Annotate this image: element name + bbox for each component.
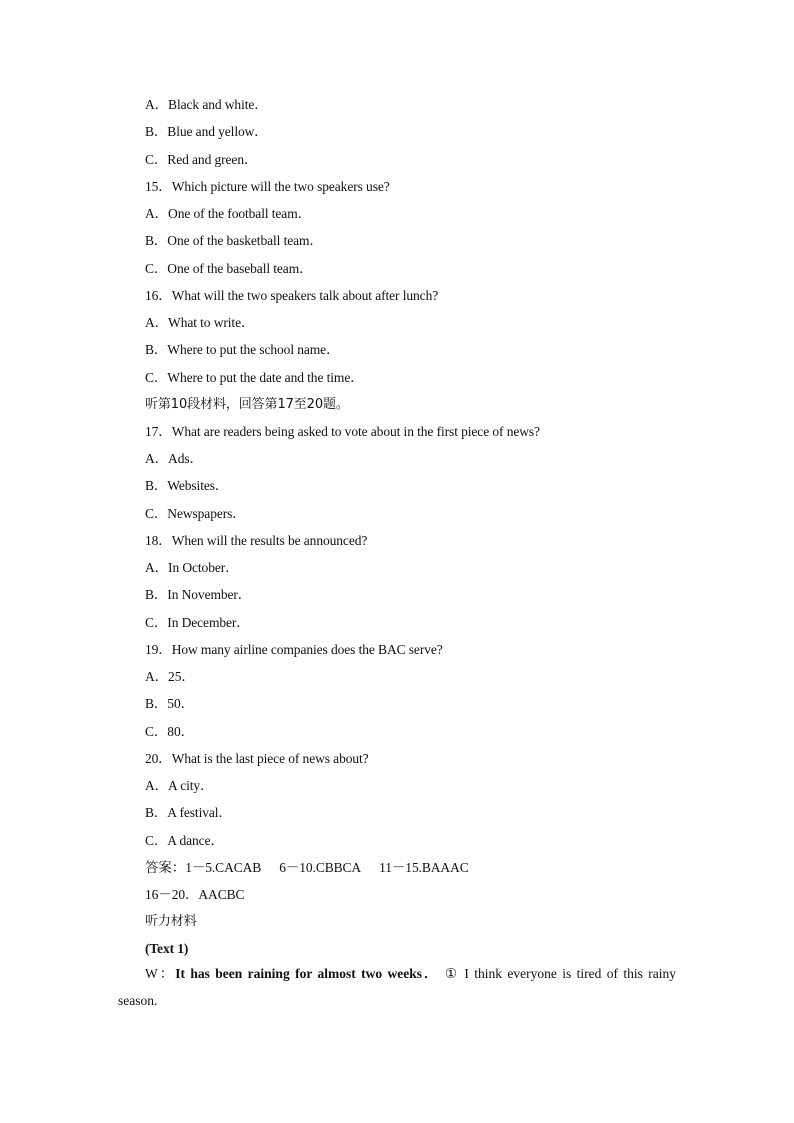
option-line: C．Red and green． <box>145 152 258 167</box>
section-title: 听力材料 <box>145 914 197 929</box>
answer-key-line: 16－20．AACBC <box>145 887 245 902</box>
dialogue-paragraph <box>118 960 676 1014</box>
option-line: A．Black and white． <box>145 97 268 112</box>
option-line: A．A city． <box>145 778 214 793</box>
question-line: 19．How many airline companies does the BAC serve? <box>145 642 443 657</box>
option-line: B．One of the basketball team． <box>145 233 323 248</box>
option-line: B．A festival． <box>145 805 232 820</box>
question-line: 16．What will the two speakers talk about after lunch? <box>145 288 439 303</box>
answer-key-line <box>145 859 469 877</box>
option-line: B．50． <box>145 696 195 711</box>
speaker-label: W： <box>145 966 176 981</box>
option-line: A．What to write． <box>145 315 255 330</box>
question-line: 20．What is the last piece of news about? <box>145 751 369 766</box>
option-line: B．Blue and yellow． <box>145 124 268 139</box>
option-line: A．One of the football team． <box>145 206 312 221</box>
answer-key-part: 11－15.BAAAC <box>379 860 469 875</box>
option-line: B．Where to put the school name． <box>145 342 340 357</box>
dialogue-bold-sentence: It has been raining for almost two weeks． <box>175 966 440 981</box>
section-instruction: 听第10段材料，回答第17至20题。 <box>145 397 349 412</box>
question-line: 17．What are readers being asked to vote about in the first piece of news? <box>145 424 540 439</box>
option-line: C．Newspapers． <box>145 506 246 521</box>
option-line: B．In November． <box>145 587 252 602</box>
option-line: C．80． <box>145 724 195 739</box>
text-label: (Text 1) <box>145 941 189 956</box>
option-line: C．A dance． <box>145 833 224 848</box>
question-line: 15．Which picture will the two speakers use? <box>145 179 390 194</box>
option-line: A．25． <box>145 669 195 684</box>
option-line: C．Where to put the date and the time． <box>145 370 364 385</box>
answer-key-part: 6－10.CBBCA <box>279 860 362 875</box>
option-line: A．In October． <box>145 560 239 575</box>
option-line: B．Websites． <box>145 478 229 493</box>
option-line: A．Ads． <box>145 451 203 466</box>
dialogue-rest: ① I think everyone is tired of this rainy season. <box>118 966 677 1008</box>
question-line: 18．When will the results be announced? <box>145 533 368 548</box>
option-line: C．In December． <box>145 615 250 630</box>
answer-key-part: 答案：1－5.CACAB <box>145 860 262 875</box>
option-line: C．One of the baseball team． <box>145 261 313 276</box>
